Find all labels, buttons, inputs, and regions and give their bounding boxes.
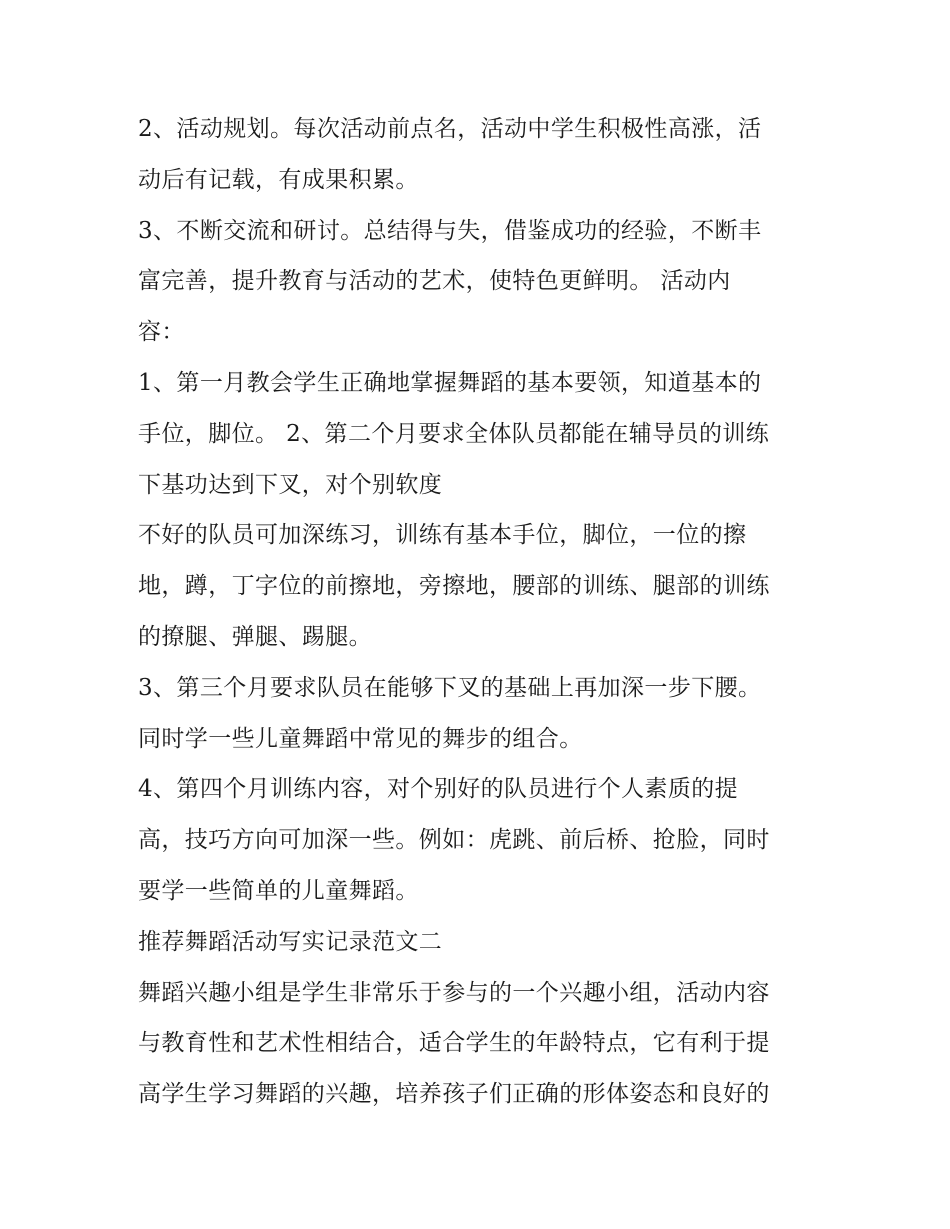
text-line: 1、第一月教会学生正确地掌握舞蹈的基本要领，知道基本的	[138, 369, 762, 396]
text-line: 舞蹈兴趣小组是学生非常乐于参与的一个兴趣小组，活动内容	[138, 979, 770, 1006]
text-line: 3、不断交流和研讨。总结得与失，借鉴成功的经验，不断丰	[138, 217, 762, 244]
section-heading: 推荐舞蹈活动写实记录范文二	[138, 928, 443, 955]
text-line: 手位，脚位。 2、第二个月要求全体队员都能在辅导员的训练	[138, 420, 770, 447]
text-line: 容：	[138, 319, 185, 346]
text-line: 要学一些简单的儿童舞蹈。	[138, 877, 419, 904]
text-line: 高学生学习舞蹈的兴趣，培养孩子们正确的形体姿态和良好的	[138, 1081, 770, 1108]
text-line: 动后有记载，有成果积累。	[138, 166, 419, 193]
text-line: 2、活动规划。每次活动前点名，活动中学生积极性高涨，活	[138, 116, 762, 142]
text-line: 同时学一些儿童舞蹈中常见的舞步的组合。	[138, 725, 583, 752]
text-line: 的撩腿、弹腿、踢腿。	[138, 623, 372, 650]
document-body	[138, 104, 828, 1120]
text-line: 4、第四个月训练内容，对个别好的队员进行个人素质的提	[138, 776, 739, 803]
text-line: 与教育性和艺术性相结合，适合学生的年龄特点，它有利于提	[138, 1030, 770, 1057]
text-line: 3、第三个月要求队员在能够下叉的基础上再加深一步下腰。	[138, 674, 762, 701]
text-line: 富完善，提升教育与活动的艺术，使特色更鲜明。 活动内	[138, 268, 731, 295]
text-line: 高，技巧方向可加深一些。例如：虎跳、前后桥、抢脸，同时	[138, 827, 770, 854]
text-line: 地，蹲，丁字位的前擦地，旁擦地，腰部的训练、腿部的训练	[138, 573, 770, 600]
text-line: 下基功达到下叉，对个别软度	[138, 471, 443, 498]
text-line: 不好的队员可加深练习，训练有基本手位，脚位，一位的擦	[138, 522, 747, 549]
